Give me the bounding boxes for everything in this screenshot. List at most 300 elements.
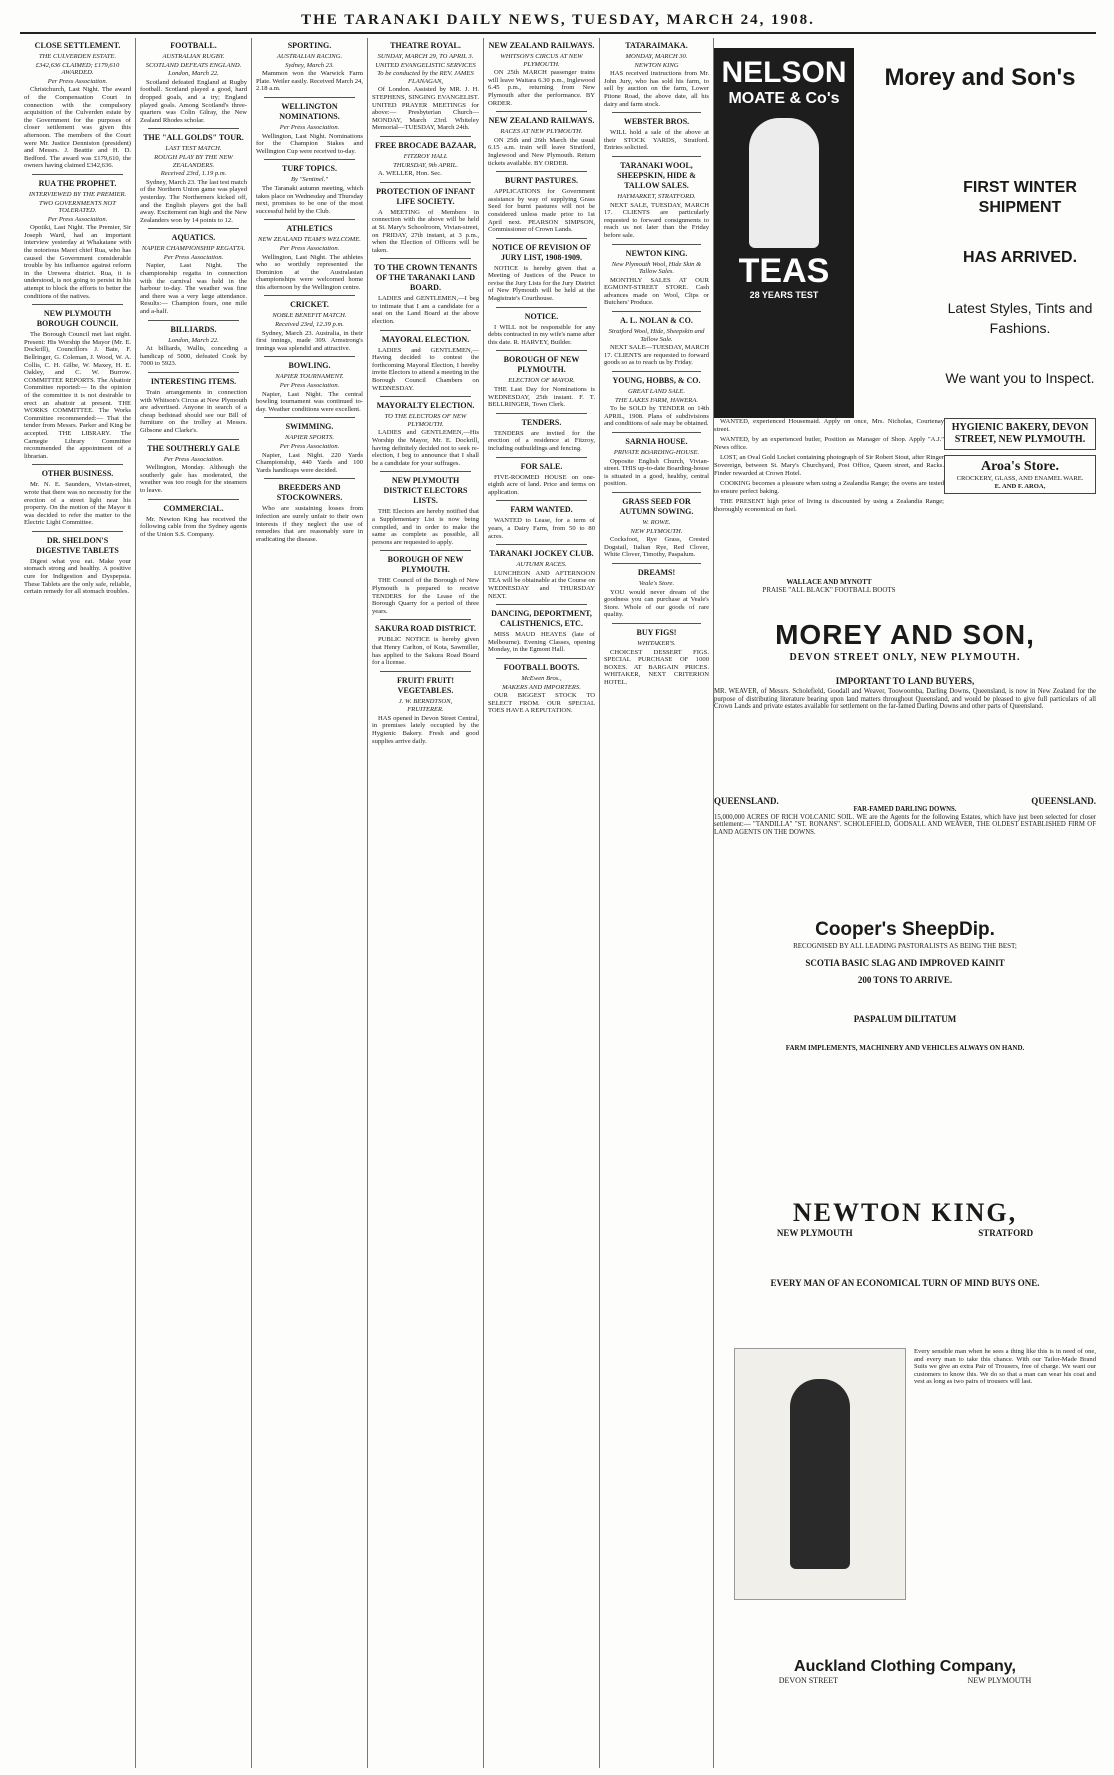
story-body: LADIES and GENTLEMEN,—His Worship the Mayor, Mr. E. Dockrill, having definitely decided not to seek re-election, I beg to announce that I shall be a candidate for your suffrages. — [372, 429, 479, 467]
story-body: YOU would never dream of the goodness you can purchase at Veale's Store. Whole of our goods of rare quality. — [604, 588, 709, 619]
story-subtitle: NAPIER CHAMPIONSHIP REGATTA. — [141, 245, 246, 253]
column-divider — [264, 159, 355, 160]
land-buyers-body: MR. WEAVER, of Messrs. Scholefield, Goodall and Weaver, Toowoomba, Darling Downs, Queensland, is now in New Zealand for the purpose of distributing literature bearing upon land matters throughout Queensland, and would be pleased to give full particulars of all Crown Lands and private estates available for settlement on the far-famed Darling Downs and other parts of Queensland. — [714, 687, 1096, 711]
newton-king-right: STRATFORD — [978, 1228, 1034, 1238]
story-headline: TARANAKI JOCKEY CLUB. — [489, 549, 594, 559]
wallace-ad — [714, 578, 944, 595]
queens-mid: FAR-FAMED DARLING DOWNS. — [853, 805, 957, 813]
story-body: MONTHLY SALES AT OUR EGMONT-STREET STORE. Cash advances made on Wool, Clips or Butchers' Produce. — [604, 276, 709, 307]
column-divider — [496, 457, 587, 458]
story-body: Wellington, Monday. Although the southerly gale has moderated, the weather was too rough for the steamers to leave. — [140, 464, 247, 494]
column-divider — [496, 604, 587, 605]
column-divider — [264, 219, 355, 220]
story-byline: Received 23rd, 12.39 p.m. — [275, 321, 344, 329]
has-arrived: HAS ARRIVED. — [962, 249, 1078, 266]
story-headline: FOOTBALL BOOTS. — [503, 662, 580, 672]
story-body: OUR BIGGEST STOCK TO SELECT FROM. OUR SPECIAL TOES HAVE A REPUTATION. — [488, 692, 595, 715]
story — [488, 505, 595, 540]
column-divider — [380, 471, 471, 472]
story-byline: By "Sentinel." — [290, 176, 329, 184]
morey-son-title: MOREY AND SON, — [775, 619, 1035, 650]
story — [372, 263, 479, 325]
story — [488, 243, 595, 303]
story-body: NEXT SALE, TUESDAY, MARCH 17. CLIENTS are particularly requested to forward consignments to reach us not later than the Friday before sale. — [604, 201, 709, 239]
column-divider — [264, 417, 355, 418]
story-body: Mammon won the Warwick Farm Plate. Weiler easily. Received March 24, 2.18 a.m. — [256, 70, 363, 93]
story-headline: SARNIA HOUSE. — [625, 437, 688, 446]
morey-shipment-ad — [944, 178, 1096, 418]
story — [372, 141, 479, 178]
story-headline: NOTICE. — [524, 311, 559, 321]
story-body: Who are sustaining losses from infection are surely unfair to their own interests if they neglect the use of remedies that are reasonably sure in eradicating the disease. — [256, 505, 363, 543]
story-headline: WEBSTER BROS. — [623, 117, 690, 127]
story — [488, 312, 595, 347]
story — [604, 249, 709, 308]
story-body: FIVE-ROOMED HOUSE on one-eighth acre of land. Price and terms on application. — [488, 473, 595, 496]
story — [372, 624, 479, 666]
story-body: Sydney, March 23. Australia, in their first innings, made 309. Armstrong's innings was splendid and attractive. — [256, 329, 363, 352]
tons: 200 TONS TO ARRIVE. — [857, 975, 953, 985]
story-subtitle: AUSTRALIAN RUGBY. — [162, 53, 225, 60]
story-body: I WILL not be responsible for any debts contracted in my wife's name after this date. R. HARVEY, Builder. — [488, 323, 595, 346]
story — [372, 476, 479, 546]
story-headline: WELLINGTON NOMINATIONS. — [279, 101, 340, 121]
story-headline: A. L. NOLAN & CO. — [620, 316, 693, 326]
story — [24, 309, 131, 460]
queens-body: 15,000,000 ACRES OF RICH VOLCANIC SOIL. WE are the Agents for the following Estates, which have just been selected for closer settlement:— "TANDILLA" "ST. RONANS". SCHOLEFIELD, GODSALL AND WEAVER, THE OLDEST ESTABLISHED FIRM OF LAND AGENTS ON THE DOWNS. — [714, 813, 1096, 837]
story-headline: CLOSE SETTLEMENT. — [34, 41, 121, 50]
story-subtitle: MONDAY, MARCH 30. — [625, 53, 688, 60]
advertisement-block — [714, 38, 1096, 1768]
queens-right: QUEENSLAND. — [1031, 796, 1096, 806]
column-divider — [496, 171, 587, 172]
story-subtitle-2: TWO GOVERNMENTS NOT TOLERATED. — [39, 199, 116, 215]
story-body: THE Electors are hereby notified that a Supplementary List is now being compiled, and in order to make the same as complete as possible, all persons are requested to apply. — [372, 508, 479, 546]
story-headline: BOROUGH OF NEW PLYMOUTH. — [503, 355, 580, 375]
story — [604, 117, 709, 152]
story-subtitle: ELECTION OF MAYOR. — [508, 377, 575, 385]
aroa-sub: CROCKERY, GLASS, AND ENAMEL WARE. — [956, 475, 1084, 482]
story-headline: YOUNG, HOBBS, & CO. — [612, 376, 701, 386]
story-headline: BREEDERS AND STOCKOWNERS. — [276, 483, 343, 503]
story-body: MISS MAUD HEAYES (late of Melbourne). Evening Classes, opening Monday, in the Egmont Hall. — [488, 631, 595, 654]
story-byline: Per Press Association. — [47, 77, 108, 85]
nelson-brand: NELSON — [721, 56, 847, 89]
economy-line: EVERY MAN OF AN ECONOMICAL TURN OF MIND BUYS ONE. — [770, 1278, 1040, 1288]
story-subtitle-2: £342,636 CLAIMED; £179,610 AWARDED. — [35, 61, 120, 77]
story-headline: THEATRE ROYAL. — [390, 41, 461, 50]
column-divider — [496, 238, 587, 239]
column-divider — [32, 174, 123, 175]
cooper-sub: RECOGNISED BY ALL LEADING PASTORALISTS AS BEING THE BEST; — [793, 942, 1017, 950]
column-divider — [380, 182, 471, 183]
story-byline: Per Press Association. — [279, 123, 340, 131]
story-byline: Per Press Association. — [163, 253, 224, 261]
story-byline: Per Press Association. — [47, 215, 108, 223]
story-headline: BURNT PASTURES. — [504, 176, 579, 186]
story-body: ON 25th MARCH passenger trains will leave Waitara 6.30 p.m., Inglewood 6.45 p.m., returning from New Plymouth after the performance. BY ORDER. — [488, 69, 595, 107]
story — [140, 325, 247, 368]
column-divider — [380, 330, 471, 331]
column-divider — [264, 295, 355, 296]
story-body: Wellington, Last Night. The athletes who so worthily represented the Dominion at the Australasian championships were welcomed home this afternoon by the Wellington centre. — [256, 253, 363, 291]
story-body: To be SOLD by TENDER on 14th APRIL, 1908. Plans of subdivisions and conditions of sale may be obtained. — [604, 405, 709, 428]
first-winter-shipment: FIRST WINTER SHIPMENT — [963, 179, 1077, 216]
column-5 — [484, 38, 600, 1768]
story — [24, 41, 131, 170]
story-body: Scotland defeated England at Rugby football. Scotland played a good, hard dropped goals, and a try; England played goals. Among Scotland's three-quarters was Colin Gilray, the New Zealand Rhodes scholar. — [140, 78, 247, 124]
nelson-sub: MOATE & Co's — [728, 90, 840, 107]
column-divider — [148, 228, 239, 229]
story-headline: AQUATICS. — [171, 233, 216, 243]
story-headline: SWIMMING. — [285, 422, 334, 432]
story-headline: BILLIARDS. — [170, 324, 217, 334]
column-4 — [368, 38, 484, 1768]
story-subtitle: FITZROY HALL — [403, 152, 448, 160]
story-body: NEXT SALE—TUESDAY, MARCH 17. CLIENTS are requested to forward goods so as to reach us by Friday. — [604, 344, 709, 367]
story-subtitle: McEwen Bros., — [521, 674, 562, 682]
story-headline: THE "ALL GOLDS" TOUR. — [143, 133, 244, 143]
mid-ads — [944, 418, 1096, 499]
story-headline: OTHER BUSINESS. — [41, 469, 114, 479]
story — [140, 133, 247, 224]
aroa-firm: E. AND F. AROA, — [994, 482, 1046, 490]
story-subtitle: NOBLE BENEFIT MATCH. — [272, 312, 347, 320]
story-body: Mr. N. E. Saunders, Vivian-street, wrote that there was no necessity for the erection of a street light near his property. On the motion of the Mayor it was decided to refer the matter to the Electric Light Committee. — [24, 481, 131, 527]
story — [604, 497, 709, 559]
story — [372, 41, 479, 132]
column-divider — [380, 550, 471, 551]
story-subtitle: NEW ZEALAND TEAM'S WELCOME. — [258, 236, 361, 244]
column-divider — [496, 413, 587, 414]
story — [604, 41, 709, 108]
story-body: Napier, Last Night. The central bowling tournament was continued to-day. Weather conditions were excellent. — [256, 390, 363, 413]
story — [372, 676, 479, 746]
story-headline: BOWLING. — [288, 361, 331, 371]
story-headline: BUY FIGS! — [636, 627, 677, 637]
story-body: Cocksfoot, Rye Grass, Crested Dogstail, Italian Rye, Red Clover, White Clover, Timothy, Paspalum. — [604, 536, 709, 559]
story — [256, 361, 363, 413]
column-divider — [148, 439, 239, 440]
story-subtitle: WHITAKER'S. — [637, 639, 676, 647]
story — [488, 549, 595, 600]
story-body: THE Council of the Borough of New Plymouth is prepared to receive TENDERS for the Lease of the Borough Quarry for a period of three years. — [372, 577, 479, 615]
story-body: TENDERS are invited for the erection of a residence at Fitzroy, including outbuildings and fencing. — [488, 429, 595, 452]
story-byline: Received 23rd, 1.19 p.m. — [160, 170, 227, 178]
column-6 — [600, 38, 714, 1768]
story — [604, 628, 709, 687]
story-subtitle: NAPIER SPORTS. — [284, 434, 335, 442]
aroa-title: Aroa's Store. — [980, 459, 1060, 474]
column-divider — [612, 492, 701, 493]
classified-ad: LOST, an Oval Gold Locket containing photograph of Sir Robert Stout, after Ringer Sovereign, between St. Mary's Churchyard, Post Office, Queen street, and Racks. Finder rewarded at Crown Hotel. — [714, 454, 944, 477]
story-headline: FREE BROCADE BAZAAR, — [374, 140, 477, 150]
column-divider — [380, 258, 471, 259]
column-3 — [252, 38, 368, 1768]
newton-king-title: NEWTON KING, — [792, 1198, 1018, 1227]
story-body: WANTED to Lease, for a term of years, a Dairy Farm, from 50 to 80 acres. — [488, 517, 595, 540]
column-divider — [612, 563, 701, 564]
column-divider — [496, 350, 587, 351]
story-subtitle: NAPIER TOURNAMENT. — [275, 373, 344, 381]
column-divider — [380, 136, 471, 137]
nelson-tag: 28 YEARS TEST — [749, 290, 819, 300]
story-body: HAS received instructions from Mr. John Jury, who has sold his farm, to sell by auction on the farm, Lower Pitone Road, the above date, all his dairy and farm stock. — [604, 70, 709, 108]
morey-title: Morey and Son's — [884, 64, 1076, 91]
story-byline: To be conducted by the REV. JAMES FLANAGAN, — [377, 70, 474, 85]
column-2 — [136, 38, 252, 1768]
we-want-you: We want you to Inspect. — [945, 370, 1095, 386]
story-headline: RUA THE PROPHET. — [38, 178, 117, 188]
story — [372, 335, 479, 393]
story-headline: GRASS SEED FOR AUTUMN SOWING. — [619, 496, 694, 516]
clothing-left: DEVON STREET — [778, 1676, 839, 1685]
aroa-ad — [944, 455, 1096, 494]
story — [256, 483, 363, 543]
cooper-ad — [714, 918, 1096, 1053]
story-headline: NEW ZEALAND RAILWAYS. — [488, 41, 595, 50]
story — [372, 187, 479, 255]
land-buyers-ad — [714, 678, 1096, 711]
classified-ad: WANTED, by an experienced butler, Position as Manager of Shop. Apply "A.J." News office. — [714, 436, 944, 451]
story-headline: FOOTBALL. — [170, 41, 217, 50]
story-byline: Per Press Association. — [279, 382, 340, 390]
cooper-title: Cooper's SheepDip. — [815, 919, 995, 940]
clothing-illustration — [734, 1348, 906, 1600]
story-subtitle-2: FRUITERER. — [407, 706, 444, 714]
story — [488, 609, 595, 654]
story-headline: BOROUGH OF NEW PLYMOUTH. — [387, 555, 464, 575]
column-divider — [612, 244, 701, 245]
story-subtitle-2: ROUGH PLAY BY THE NEW ZEALANDERS. — [154, 153, 233, 169]
story-body: Opposite English Church, Vivian-street. THIS up-to-date Boarding-house is situated in a good, healthy, central position. — [604, 457, 709, 488]
story — [256, 300, 363, 352]
nelson-teas: TEAS — [738, 252, 830, 290]
nelson-tea-ad — [714, 48, 854, 418]
column-divider — [264, 97, 355, 98]
story-subtitle: J. W. BERNDTSON, — [398, 697, 453, 705]
story-headline: SPORTING. — [287, 41, 332, 50]
column-divider — [148, 128, 239, 129]
paspalum: PASPALUM DILITATUM — [853, 1014, 957, 1024]
story-subtitle: AUSTRALIAN RACING. — [276, 53, 343, 60]
newton-king-ad — [714, 1198, 1096, 1238]
story-subtitle: GREAT LAND SALE. — [628, 388, 685, 396]
story-headline: PROTECTION OF INFANT LIFE SOCIETY. — [376, 186, 475, 206]
story-headline: FOR SALE. — [520, 461, 563, 471]
story-byline: Per Press Association. — [279, 244, 340, 252]
story-body: THE Last Day for Nominations is WEDNESDAY, 25th instant. F. T. BELLRINGER, Town Clerk. — [488, 386, 595, 409]
story — [488, 462, 595, 497]
story-body: LUNCHEON AND AFTERNOON TEA will be obtainable at the Course on WEDNESDAY and THURSDAY NEXT. — [488, 569, 595, 600]
column-divider — [496, 544, 587, 545]
story-byline: London, March 22. — [168, 70, 219, 78]
story — [140, 504, 247, 539]
story-subtitle: Stratford Wool, Hide, Sheepskin and Tallow Sale. — [608, 328, 705, 343]
story-headline: COMMERCIAL. — [163, 503, 224, 513]
story — [256, 102, 363, 155]
column-divider — [612, 311, 701, 312]
column-divider — [148, 499, 239, 500]
masthead-title: THE TARANAKI DAILY NEWS, TUESDAY, MARCH 24, 1908. — [301, 11, 815, 28]
column-divider — [496, 307, 587, 308]
story — [604, 376, 709, 428]
story-subtitle: INTERVIEWED BY THE PREMIER. — [28, 190, 127, 198]
column-divider — [612, 432, 701, 433]
column-divider — [612, 112, 701, 113]
story — [604, 437, 709, 488]
farm-implements: FARM IMPLEMENTS, MACHINERY AND VEHICLES ALWAYS ON HAND. — [785, 1044, 1025, 1052]
story — [488, 355, 595, 408]
story-subtitle: PRIVATE BOARDING-HOUSE. — [613, 449, 700, 456]
story-body: Digest what you eat. Make your stomach strong and healthy. A positive cure for Indigestion and Dyspepsia. These Tablets are the only safe, reliable, certain remedy for all stomach troubles. — [24, 557, 131, 596]
story-byline: THURSDAY, 9th APRIL. — [393, 161, 458, 169]
classified-ad: WANTED, experienced Housemaid. Apply on once, Mrs. Nicholas, Courtenay street. — [714, 418, 944, 433]
story — [604, 161, 709, 240]
story-headline: SAKURA ROAD DISTRICT. — [375, 624, 476, 634]
story-headline: INTERESTING ITEMS. — [150, 377, 237, 386]
story — [604, 316, 709, 367]
story-body: A MEETING of Members in connection with the above will be held at St. Mary's Schoolroom, Vivian-street, on FRIDAY, 27th instant, at 3 p.m., when the Election of Officers will be taken. — [372, 208, 479, 254]
story-headline: MAYORALTY ELECTION. — [376, 401, 475, 411]
clothing-right: NEW PLYMOUTH — [967, 1676, 1032, 1685]
story-subtitle: New Plymouth Wool, Hide Skin & Tallow Sales. — [611, 260, 702, 276]
column-divider — [264, 356, 355, 357]
column-divider — [32, 531, 123, 532]
story-headline: DR. SHELDON'S DIGESTIVE TABLETS — [36, 535, 119, 555]
story-subtitle: THE CULVERDEN ESTATE. — [38, 53, 117, 60]
story-subtitle-2: THE LAKES FARM, HAWERA. — [615, 396, 698, 404]
story-headline: FARM WANTED. — [510, 505, 573, 515]
story — [140, 444, 247, 495]
story-body: Wellington, Last Night. Nominations for the Champion Stakes and Wellington Cup were received to-day. — [256, 132, 363, 155]
story — [488, 116, 595, 167]
story-body: Of London. Assisted by MR. J. H. STEPHENS, SINGING EVANGELIST. UNITED PRAYER MEETINGS for above:— Presbyterian Church—MONDAY, March 23rd. Whiteley Memorial—TUESDAY, March 24th. — [372, 86, 479, 132]
story — [140, 233, 247, 315]
story — [488, 663, 595, 715]
man-figure — [790, 1379, 850, 1569]
column-divider — [612, 623, 701, 624]
story-subtitle: Veale's Store. — [638, 579, 675, 587]
story — [604, 568, 709, 619]
story-body: LADIES and GENTLEMEN,—I beg to intimate that I am a candidate for a seat on the Land Board at the above election. — [372, 295, 479, 326]
column-divider — [148, 372, 239, 373]
story-subtitle: SUNDAY, MARCH 29, TO APRIL 3. — [377, 53, 474, 60]
story-subtitle-2: SCOTLAND DEFEATS ENGLAND. — [145, 61, 242, 69]
story — [488, 176, 595, 234]
classified-ad: COOKING becomes a pleasure when using a Zealandia Range; the ovens are tested to ensure perfect baking. — [714, 480, 944, 495]
story-headline: NEW PLYMOUTH DISTRICT ELECTORS LISTS. — [383, 476, 468, 506]
column-divider — [612, 156, 701, 157]
story-headline: TO THE CROWN TENANTS OF THE TARANAKI LAND BOARD. — [373, 263, 478, 293]
story — [372, 555, 479, 615]
story-headline: MAYORAL ELECTION. — [381, 334, 470, 344]
story-body: The Borough Council met last night. Present: His Worship the Mayor (Mr. E. Dockrill), Councillors J. Bate, F. Bellringer, G. Coleman, J. Wood, W. A. Collis, C. H. Gilbe, W. Maxey, H. E. Oakley, and C. W. Burrow. COMMITTEE REPORTS. The Abattoir Committee reported:— In the opinion of the committee it is not desirable to erect an abattoir at present. THE WORKS COMMITTEE. The Works Committee recommended:— That the tender from Messrs. Parker and King be accepted. THE LIBRARY. The Carnegie Library Committee recommended the appointment of a librarian. — [24, 331, 131, 460]
story-subtitle: W. ROWE. — [642, 518, 671, 526]
story-body: Mr. Newton King has received the following cable from the Sydney agents of the Union S.S. Company. — [140, 515, 247, 538]
column-1 — [20, 38, 136, 1768]
classified-ad: THE PRESENT high price of living is discounted by using a Zealandia Range; thoroughly economical on fuel. — [714, 498, 944, 513]
story-headline: TARANAKI WOOL, SHEEPSKIN, HIDE & TALLOW SALES. — [617, 160, 696, 190]
story-subtitle-2: MAKERS AND IMPORTERS. — [502, 683, 581, 691]
story — [24, 536, 131, 596]
story-headline: DREAMS! — [637, 567, 676, 577]
story-subtitle: TO THE ELECTORS OF NEW PLYMOUTH. — [384, 413, 467, 428]
column-divider — [264, 478, 355, 479]
story-headline: NEW PLYMOUTH BOROUGH COUNCIL — [36, 309, 119, 329]
story-body: LADIES and GENTLEMEN,—Having decided to contest the forthcoming Mayoral Election, I hereby invite Electors to attend a meeting in the Borough Council Chambers on WEDNESDAY. — [372, 346, 479, 392]
story-body: At billiards, Wallis, conceding a handicap of 5000, defeated Cook by 7000 to 5923. — [140, 345, 247, 368]
column-divider — [380, 671, 471, 672]
story — [24, 179, 131, 300]
story-headline: DANCING, DEPORTMENT, CALISTHENICS, ETC. — [491, 609, 592, 629]
story-headline: NEWTON KING. — [625, 248, 688, 258]
column-divider — [496, 500, 587, 501]
land-buyers-title: IMPORTANT TO LAND BUYERS, — [835, 676, 975, 686]
story-headline: NEW ZEALAND RAILWAYS. — [488, 116, 595, 126]
story — [372, 401, 479, 467]
story-body: Napier, Last Night. 220 Yards Championship, 440 Yards and 100 Yards handicaps were decided. — [256, 451, 363, 474]
newton-king-left: NEW PLYMOUTH — [776, 1228, 853, 1238]
story-body: PUBLIC NOTICE is hereby given that Henry Carlton, of Kota, Sawmiller, has applied to the Sakura Road Board for a license. — [372, 636, 479, 667]
story-body: CHOICEST DESSERT FIGS. SPECIAL PURCHASE OF 1000 BOXES. AT BARGAIN PRICES. WHITAKER, NEXT CRITERION HOTEL. — [604, 648, 709, 686]
story-body: The Taranaki autumn meeting, which takes place on Wednesday and Thursday next, promises to be one of the most successful held by the Club. — [256, 184, 363, 215]
story-body: A. WELLER, Hon. Sec. — [378, 170, 442, 178]
story-body: Sydney, March 23. The last test match of the Northern Union game was played yesterday. The Northerners kicked off, and the English players got the ball away. Excitement ran high and the New Zealanders won by 14 points to 12. — [140, 178, 247, 224]
column-divider — [32, 464, 123, 465]
story-byline: Per Press Association. — [279, 443, 340, 450]
story-subtitle-2: NEWTON KING — [634, 61, 679, 69]
story-subtitle: WHITSON'S CIRCUS AT NEW PLYMOUTH. — [500, 53, 583, 68]
story — [256, 41, 363, 93]
queensland-ad — [714, 798, 1096, 837]
column-divider — [612, 371, 701, 372]
story-subtitle: LAST TEST MATCH. — [165, 145, 222, 153]
story-headline: NOTICE OF REVISION OF JURY LIST, 1908-1909. — [491, 242, 592, 262]
small-ads — [714, 418, 944, 517]
story — [256, 164, 363, 215]
story — [140, 377, 247, 435]
column-divider — [380, 396, 471, 397]
story-byline: London, March 22. — [168, 336, 219, 344]
story — [24, 469, 131, 527]
scotia: SCOTIA BASIC SLAG AND IMPROVED KAINIT — [805, 958, 1005, 968]
morey-son-address: DEVON STREET ONLY, NEW PLYMOUTH. — [789, 652, 1021, 663]
masthead — [20, 8, 1096, 34]
story-body: Napier, Last Night. The championship regatta in connection with the carnival was held in the harbour to-day. The weather was fine and there was a very large attendance. Results:— Champion fours, one mile and a-half. — [140, 262, 247, 316]
story-headline: TENDERS. — [521, 417, 562, 427]
story-headline: TATARAIMAKA. — [625, 41, 688, 50]
story-body: WILL hold a sale of the above at their STOCK YARDS, Stratford. Entries solicited. — [604, 129, 709, 152]
clothing-name: Auckland Clothing Company, — [794, 1658, 1016, 1675]
wallace-head: WALLACE AND MYNOTT — [786, 578, 872, 586]
latest-styles: Latest Styles, Tints and Fashions. — [947, 300, 1093, 336]
story — [256, 224, 363, 291]
story-headline: FRUIT! FRUIT! VEGETABLES. — [396, 675, 455, 695]
story-subtitle: AUTUMN RACES. — [516, 561, 567, 569]
story-headline: CRICKET. — [290, 300, 329, 310]
story — [140, 41, 247, 124]
hygienic-bakery-ad — [944, 418, 1096, 450]
column-divider — [496, 658, 587, 659]
column-divider — [32, 304, 123, 305]
column-divider — [380, 619, 471, 620]
morey-son-ad — [714, 618, 1096, 663]
story-headline: THE SOUTHERLY GALE — [147, 443, 240, 453]
story-body: Christchurch, Last Night. The award of the Compensation Court in connection with the compulsory acquisition of the Culverden estate by the Government for the purposes of closer settlement was given this afternoon. The members of the Court were Mr. Justice Denniston (president) and Messrs. J. Beattie and H. D. Bedford. The award was £179,610, the owners having claimed £342,636. — [24, 86, 131, 170]
wallace-sub: PRAISE "ALL BLACK" FOOTBALL BOOTS — [762, 586, 896, 595]
story-subtitle: HAYMARKET, STRATFORD. — [617, 192, 696, 200]
